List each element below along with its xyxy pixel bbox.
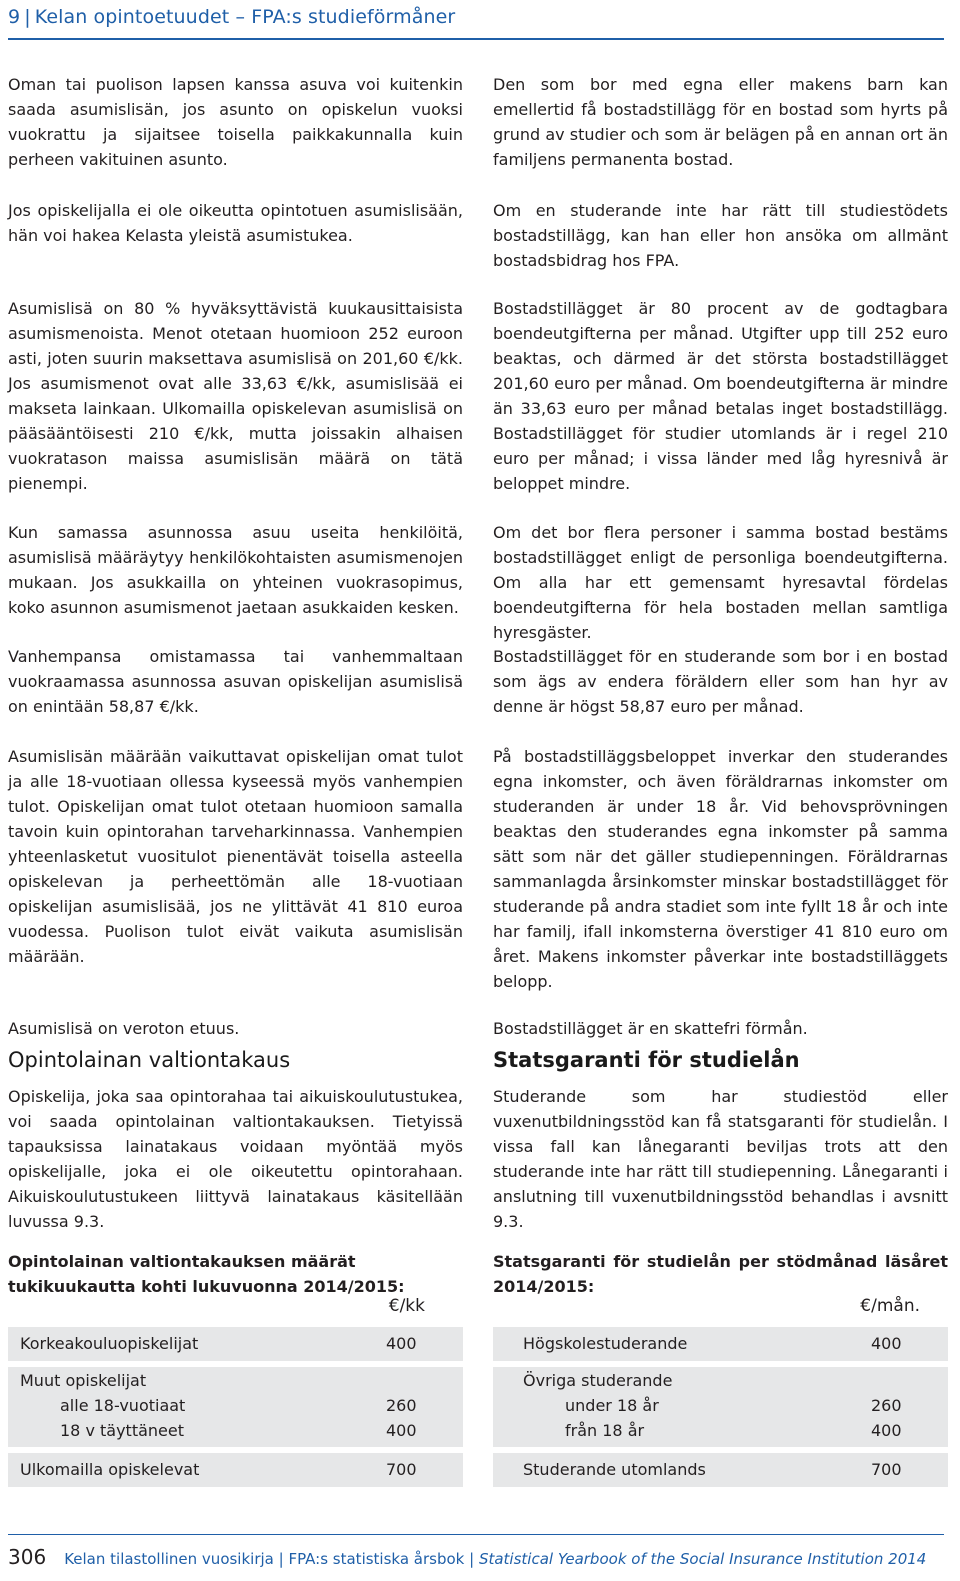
left-column-block xyxy=(8,1016,463,1041)
left-column xyxy=(8,72,463,172)
table-title: Opintolainan valtiontakauksen määrät tukikuukautta kohti lukuvuonna 2014/2015: xyxy=(8,1252,405,1296)
header-divider: | xyxy=(24,6,31,28)
row-value: 700 xyxy=(386,1460,417,1479)
page-number: 306 xyxy=(8,1545,47,1569)
paragraph: Studerande som har studiestöd eller vuxenutbildningsstöd kan få statsgaranti för studielån. I vissa fall kan lånegaranti beviljas trots att den studerande inte har rätt till studiepenning. Lånegaranti i anslutning till vuxenutbildningsstöd behandlas i avsnitt 9.3. xyxy=(493,1087,948,1231)
footer-rule xyxy=(8,1534,944,1535)
left-column-block xyxy=(8,296,463,496)
left-column-block xyxy=(8,644,463,719)
right-column-block xyxy=(493,744,948,994)
chapter-title: Kelan opintoetuudet – FPA:s studieförmåner xyxy=(34,6,456,28)
row-label: Muut opiskelijat xyxy=(20,1371,147,1390)
row-value: 260 xyxy=(871,1396,902,1415)
header-rule xyxy=(8,38,944,40)
page-footer xyxy=(8,1545,926,1569)
table-row xyxy=(8,1327,463,1361)
row-label: Övriga studerande xyxy=(523,1371,673,1390)
row-value: 400 xyxy=(871,1334,902,1353)
paragraph: Om det bor flera personer i samma bostad bestäms bostadstillägget enligt de personliga boendeutgifterna. Om alla har ett gemensamt hyresavtal fördelas boendeutgifterna för hela bostaden mellan samtliga hyresgäster. xyxy=(493,523,948,642)
left-column-block xyxy=(8,744,463,969)
table-row xyxy=(493,1367,948,1447)
paragraph: Kun samassa asunnossa asuu useita henkilöitä, asumislisä määräytyy henkilökohtaisten asumismenojen mukaan. Jos asukkailla on yhteinen vuokrasopimus, koko asunnon asumismenot jaetaan asukkaiden kesken. xyxy=(8,523,463,617)
paragraph: Bostadstillägget är 80 procent av de godtagbara boendeutgifterna per månad. Utgifter upp till 252 euro beaktas, och därmed är det största bostadstillägget 201,60 euro per månad. Om boendeutgifterna är mindre än 33,63 euro per månad betalas inget bostadstillägg. Bostadstillägget för studier utomlands är i regel 210 euro per månad; i vissa länder med låg hyresnivå är beloppet mindre. xyxy=(493,299,948,493)
row-label: Studerande utomlands xyxy=(523,1460,706,1479)
right-column-block xyxy=(493,1016,948,1041)
row-sublabel: under 18 år xyxy=(565,1396,659,1415)
left-amount-table xyxy=(8,1296,463,1496)
row-sublabel: alle 18-vuotiaat xyxy=(60,1396,186,1415)
row-value: 260 xyxy=(386,1396,417,1415)
page-header xyxy=(8,6,455,28)
row-sublabel: från 18 år xyxy=(565,1421,645,1440)
paragraph: Den som bor med egna eller makens barn kan emellertid få bostadstillägg för en bostad som hyrts på grund av studier och som är belägen på en annan ort än familjens permanenta bostad. xyxy=(493,75,948,169)
left-column-block xyxy=(8,520,463,620)
paragraph: Bostadstillägget för en studerande som bor i en bostad som ägs av endera föräldern eller som han hyr av denne är högst 58,87 euro per månad. xyxy=(493,647,948,716)
footer-publication: Kelan tilastollinen vuosikirja | FPA:s statistiska årsbok | xyxy=(64,1550,479,1568)
paragraph: Oman tai puolison lapsen kanssa asuva voi kuitenkin saada asumislisän, jos asunto on opiskelun vuoksi vuokrattu ja sijaitsee toisella paikkakunnalla kuin perheen vakituinen asunto. xyxy=(8,75,463,169)
table-row xyxy=(8,1453,463,1487)
row-sublabel: 18 v täyttäneet xyxy=(60,1421,184,1440)
paragraph: Bostadstillägget är en skattefri förmån. xyxy=(493,1019,808,1038)
paragraph: Asumislisä on veroton etuus. xyxy=(8,1019,240,1038)
paragraph: På bostadstilläggsbeloppet inverkar den studerandes egna inkomster, och även föräldrarnas inkomster om studeranden är under 18 år. Vid behovsprövningen beaktas den studerandes egna inkomster på samma sätt som när det gäller studiepenningen. Föräldrarnas sammanlagda årsinkomster minskar bostadstillägget för studerande på andra stadiet som inte fyllt 18 år och inte har familj, ifall inkomsterna överstiger 41 810 euro om året. Makens inkomster påverkar inte bostadstilläggets belopp. xyxy=(493,747,948,991)
row-value: 400 xyxy=(871,1421,902,1440)
row-label: Högskolestuderande xyxy=(523,1334,688,1353)
chapter-number: 9 xyxy=(8,6,21,28)
right-column-block xyxy=(493,520,948,645)
section-heading: Opintolainan valtiontakaus xyxy=(8,1048,291,1072)
table-row xyxy=(493,1327,948,1361)
left-table-title-block xyxy=(8,1249,463,1299)
right-column xyxy=(493,72,948,172)
right-column-block xyxy=(493,1084,948,1234)
table-unit: €/kk xyxy=(388,1296,425,1316)
table-title: Statsgaranti för studielån per stödmånad läsåret 2014/2015: xyxy=(493,1252,948,1296)
right-column-block xyxy=(493,198,948,273)
paragraph: Om en studerande inte har rätt till studiestödets bostadstillägg, kan han eller hon ansöka om allmänt bostadsbidrag hos FPA. xyxy=(493,201,948,270)
paragraph: Vanhempansa omistamassa tai vanhemmaltaan vuokraamassa asunnossa asuvan opiskelijan asumislisä on enintään 58,87 €/kk. xyxy=(8,647,463,716)
left-column-block xyxy=(8,198,463,248)
left-column-block xyxy=(8,1084,463,1234)
paragraph: Asumislisän määrään vaikuttavat opiskelijan omat tulot ja alle 18-vuotiaan ollessa kyseessä myös vanhempien tulot. Opiskelijan omat tulot otetaan huomioon samalla tavoin kuin opintorahan tarveharkinnassa. Vanhempien yhteenlasketut vuositulot pienentävät toisella asteella opiskelevan ja perheettömän alle 18-vuotiaan opiskelijan asumislisää, jos ne ylittävät 41 810 euroa vuodessa. Puolison tulot eivät vaikuta asumislisän määrään. xyxy=(8,747,463,966)
paragraph: Jos opiskelijalla ei ole oikeutta opintotuen asumislisään, hän voi hakea Kelasta yleistä asumistukea. xyxy=(8,201,463,245)
table-unit: €/mån. xyxy=(860,1296,920,1316)
row-value: 400 xyxy=(386,1421,417,1440)
row-value: 400 xyxy=(386,1334,417,1353)
right-amount-table xyxy=(493,1296,948,1496)
row-value: 700 xyxy=(871,1460,902,1479)
footer-publication-en: Statistical Yearbook of the Social Insurance Institution 2014 xyxy=(478,1550,927,1568)
right-table-title-block xyxy=(493,1249,948,1299)
right-column-block xyxy=(493,644,948,719)
table-row xyxy=(493,1453,948,1487)
row-label: Ulkomailla opiskelevat xyxy=(20,1460,200,1479)
row-label: Korkeakouluopiskelijat xyxy=(20,1334,199,1353)
right-column-block xyxy=(493,296,948,496)
table-row xyxy=(8,1367,463,1447)
paragraph: Asumislisä on 80 % hyväksyttävistä kuukausittaisista asumismenoista. Menot otetaan huomioon 252 euroon asti, joten suurin maksettava asumislisä on 201,60 €/kk. Jos asumismenot ovat alle 33,63 €/kk, asumislisää ei makseta lainkaan. Ulkomailla opiskelevan asumislisä on pääsääntöisesti 210 €/kk, mutta joissakin alhaisen vuokratason maissa asumislisän määrä on tätä pienempi. xyxy=(8,299,463,493)
paragraph: Opiskelija, joka saa opintorahaa tai aikuiskoulutustukea, voi saada opintolainan valtiontakauksen. Tietyissä tapauksissa lainatakaus voidaan myöntää myös opiskelijalle, joka ei ole oikeutettu opintorahaan. Aikuiskoulutustukeen liittyvä lainatakaus käsitellään luvussa 9.3. xyxy=(8,1087,463,1231)
section-heading: Statsgaranti för studielån xyxy=(493,1048,800,1072)
